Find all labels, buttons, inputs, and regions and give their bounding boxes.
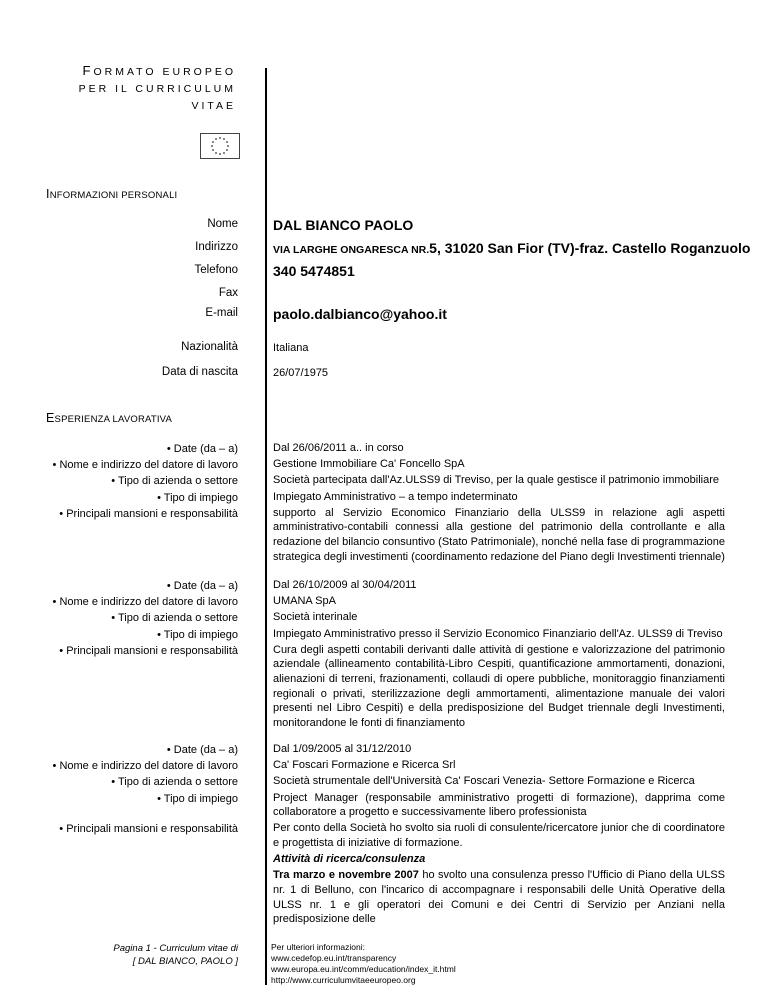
footer-link[interactable]: www.europa.eu.int/comm/education/index_it.html xyxy=(271,964,456,974)
entry-sector: Società strumentale dell'Università Ca' Foscari Venezia- Settore Formazione e Ricerca xyxy=(273,775,695,788)
entry-job: Impiegato Amministrativo – a tempo indeterminato xyxy=(273,490,518,503)
entry-sector: Società interinale xyxy=(273,611,358,624)
title-line-2: PER IL CURRICULUM xyxy=(78,83,236,95)
section-work-experience: ESPERIENZA LAVORATIVA xyxy=(46,411,173,425)
value-nationality: Italiana xyxy=(273,342,309,354)
label-employer: • Nome e indirizzo del datore di lavoro xyxy=(52,459,238,472)
value-address: VIA LARGHE ONGARESCA NR.5, 31020 San Fior (TV)-fraz. Castello Roganzuolo xyxy=(273,240,751,256)
footer-links xyxy=(271,942,456,986)
label-duties: • Principali mansioni e responsabilità xyxy=(59,823,238,835)
entry-duties: Per conto della Società ho svolto sia ruoli di consulente/ricercatore junior che di coordinatore e progettista di iniziative di formazione. xyxy=(273,822,725,849)
label-name: Nome xyxy=(207,218,238,230)
entry-detail: Tra marzo e novembre 2007 ho svolto una consulenza presso l'Ufficio di Piano della ULSS nr. 1 di Belluno, con l'incarico di accompagnare i responsabili delle Unità Operative della ULSS nr. 1 e gli operatori dei Comuni e dei Centri di Servizio per Anziani nella predisposizione delle xyxy=(273,869,725,926)
value-birthdate: 26/07/1975 xyxy=(273,367,329,379)
label-duties: • Principali mansioni e responsabilità xyxy=(59,507,238,520)
label-date: • Date (da – a) xyxy=(166,580,238,592)
footer-link[interactable]: http://www.curriculumvitaeeuropeo.org xyxy=(271,975,416,985)
entry-sector: Società partecipata dall'Az.ULSS9 di Treviso, per la quale gestisce il patrimonio immobiliare xyxy=(273,474,719,487)
label-phone: Telefono xyxy=(194,264,238,276)
entry-date: Dal 26/10/2009 al 30/04/2011 xyxy=(273,579,417,591)
label-job: • Tipo di impiego xyxy=(157,792,238,805)
footer-page-line: Pagina 1 - Curriculum vitae di xyxy=(113,943,238,954)
label-job: • Tipo di impiego xyxy=(157,628,238,641)
label-job: • Tipo di impiego xyxy=(157,491,238,504)
label-sector: • Tipo di azienda o settore xyxy=(111,475,238,488)
label-date: • Date (da – a) xyxy=(166,443,238,455)
entry-3-values xyxy=(273,742,725,928)
label-nationality: Nazionalità xyxy=(181,341,238,353)
label-duties: • Principali mansioni e responsabilità xyxy=(59,644,238,657)
label-sector: • Tipo di azienda o settore xyxy=(111,776,238,789)
footer-info-label: Per ulteriori informazioni: xyxy=(271,942,366,952)
label-email: E-mail xyxy=(205,307,238,319)
value-name: DAL BIANCO PAOLO xyxy=(273,217,414,233)
label-employer: • Nome e indirizzo del datore di lavoro xyxy=(52,760,238,773)
title-line-1: FORMATO EUROPEO xyxy=(82,63,236,78)
value-email: paolo.dalbianco@yahoo.it xyxy=(273,306,447,322)
label-sector: • Tipo di azienda o settore xyxy=(111,612,238,625)
entry-employer: Gestione Immobiliare Ca' Foncello SpA xyxy=(273,458,465,471)
section-personal-info: INFORMAZIONI PERSONALI xyxy=(46,187,178,201)
label-address: Indirizzo xyxy=(195,241,238,253)
eu-flag-icon xyxy=(200,133,240,159)
entry-subheading: Attività di ricerca/consulenza xyxy=(273,853,426,866)
value-phone: 340 5474851 xyxy=(273,263,355,279)
entry-duties: Cura degli aspetti contabili derivanti dalle attività di gestione e valorizzazione del patrimonio aziendale (allineamento contabilità-Libro Cespiti, quantificazione ammortamenti, donazioni, alienazioni di terreni, frazionamenti, collaudi di opere pubbliche, monitoraggio finanziamenti regionali o privati, sterilizzazione degli ammortamenti, alimentazione manuale dei valori presenti nel Libro Cespiti) e della predisposizione del Budget triennale degli Investimenti, monitorandone le fonti di finanziamento xyxy=(273,643,725,729)
title-line-3: VITAE xyxy=(191,100,236,112)
entry-date: Dal 1/09/2005 al 31/12/2010 xyxy=(273,743,412,755)
entry-duties: supporto al Servizio Economico Finanziario della ULSS9 in relazione agli aspetti amministrativo-contabili connessi alla gestione del patrimonio della controllante e alla redazione del bilancio consuntivo (Stato Patrimoniale), nonché nella fase di programmazione strategica degli investimenti (coordinamento redazione del Piano degli Investimenti triennale) xyxy=(273,506,725,563)
entry-2-values xyxy=(273,578,725,732)
entry-job: Impiegato Amministrativo presso il Servizio Economico Finanziario dell'Az. ULSS9 di Treviso xyxy=(273,627,723,640)
entry-employer: UMANA SpA xyxy=(273,595,336,608)
entry-1-labels xyxy=(53,441,238,522)
entry-job: Project Manager (responsabile amministrativo progetti di formazione), dapprima come collaboratore a progetto e successivamente libero professionista xyxy=(273,791,725,819)
entry-date: Dal 26/06/2011 a.. in corso xyxy=(273,442,404,454)
label-birthdate: Data di nascita xyxy=(161,366,238,378)
label-employer: • Nome e indirizzo del datore di lavoro xyxy=(52,596,238,609)
document-title xyxy=(79,62,236,115)
label-date: • Date (da – a) xyxy=(166,744,238,756)
footer-link[interactable]: www.cedefop.eu.int/transparency xyxy=(271,953,397,963)
entry-2-labels xyxy=(53,578,238,659)
vertical-divider xyxy=(265,68,267,985)
entry-3-labels xyxy=(53,742,238,807)
entry-1-values xyxy=(273,441,725,566)
entry-employer: Ca' Foscari Formazione e Ricerca Srl xyxy=(273,759,456,772)
footer-page-info xyxy=(113,942,238,968)
label-fax: Fax xyxy=(218,287,238,299)
footer-name-line: [ DAL BIANCO, PAOLO ] xyxy=(132,956,238,967)
